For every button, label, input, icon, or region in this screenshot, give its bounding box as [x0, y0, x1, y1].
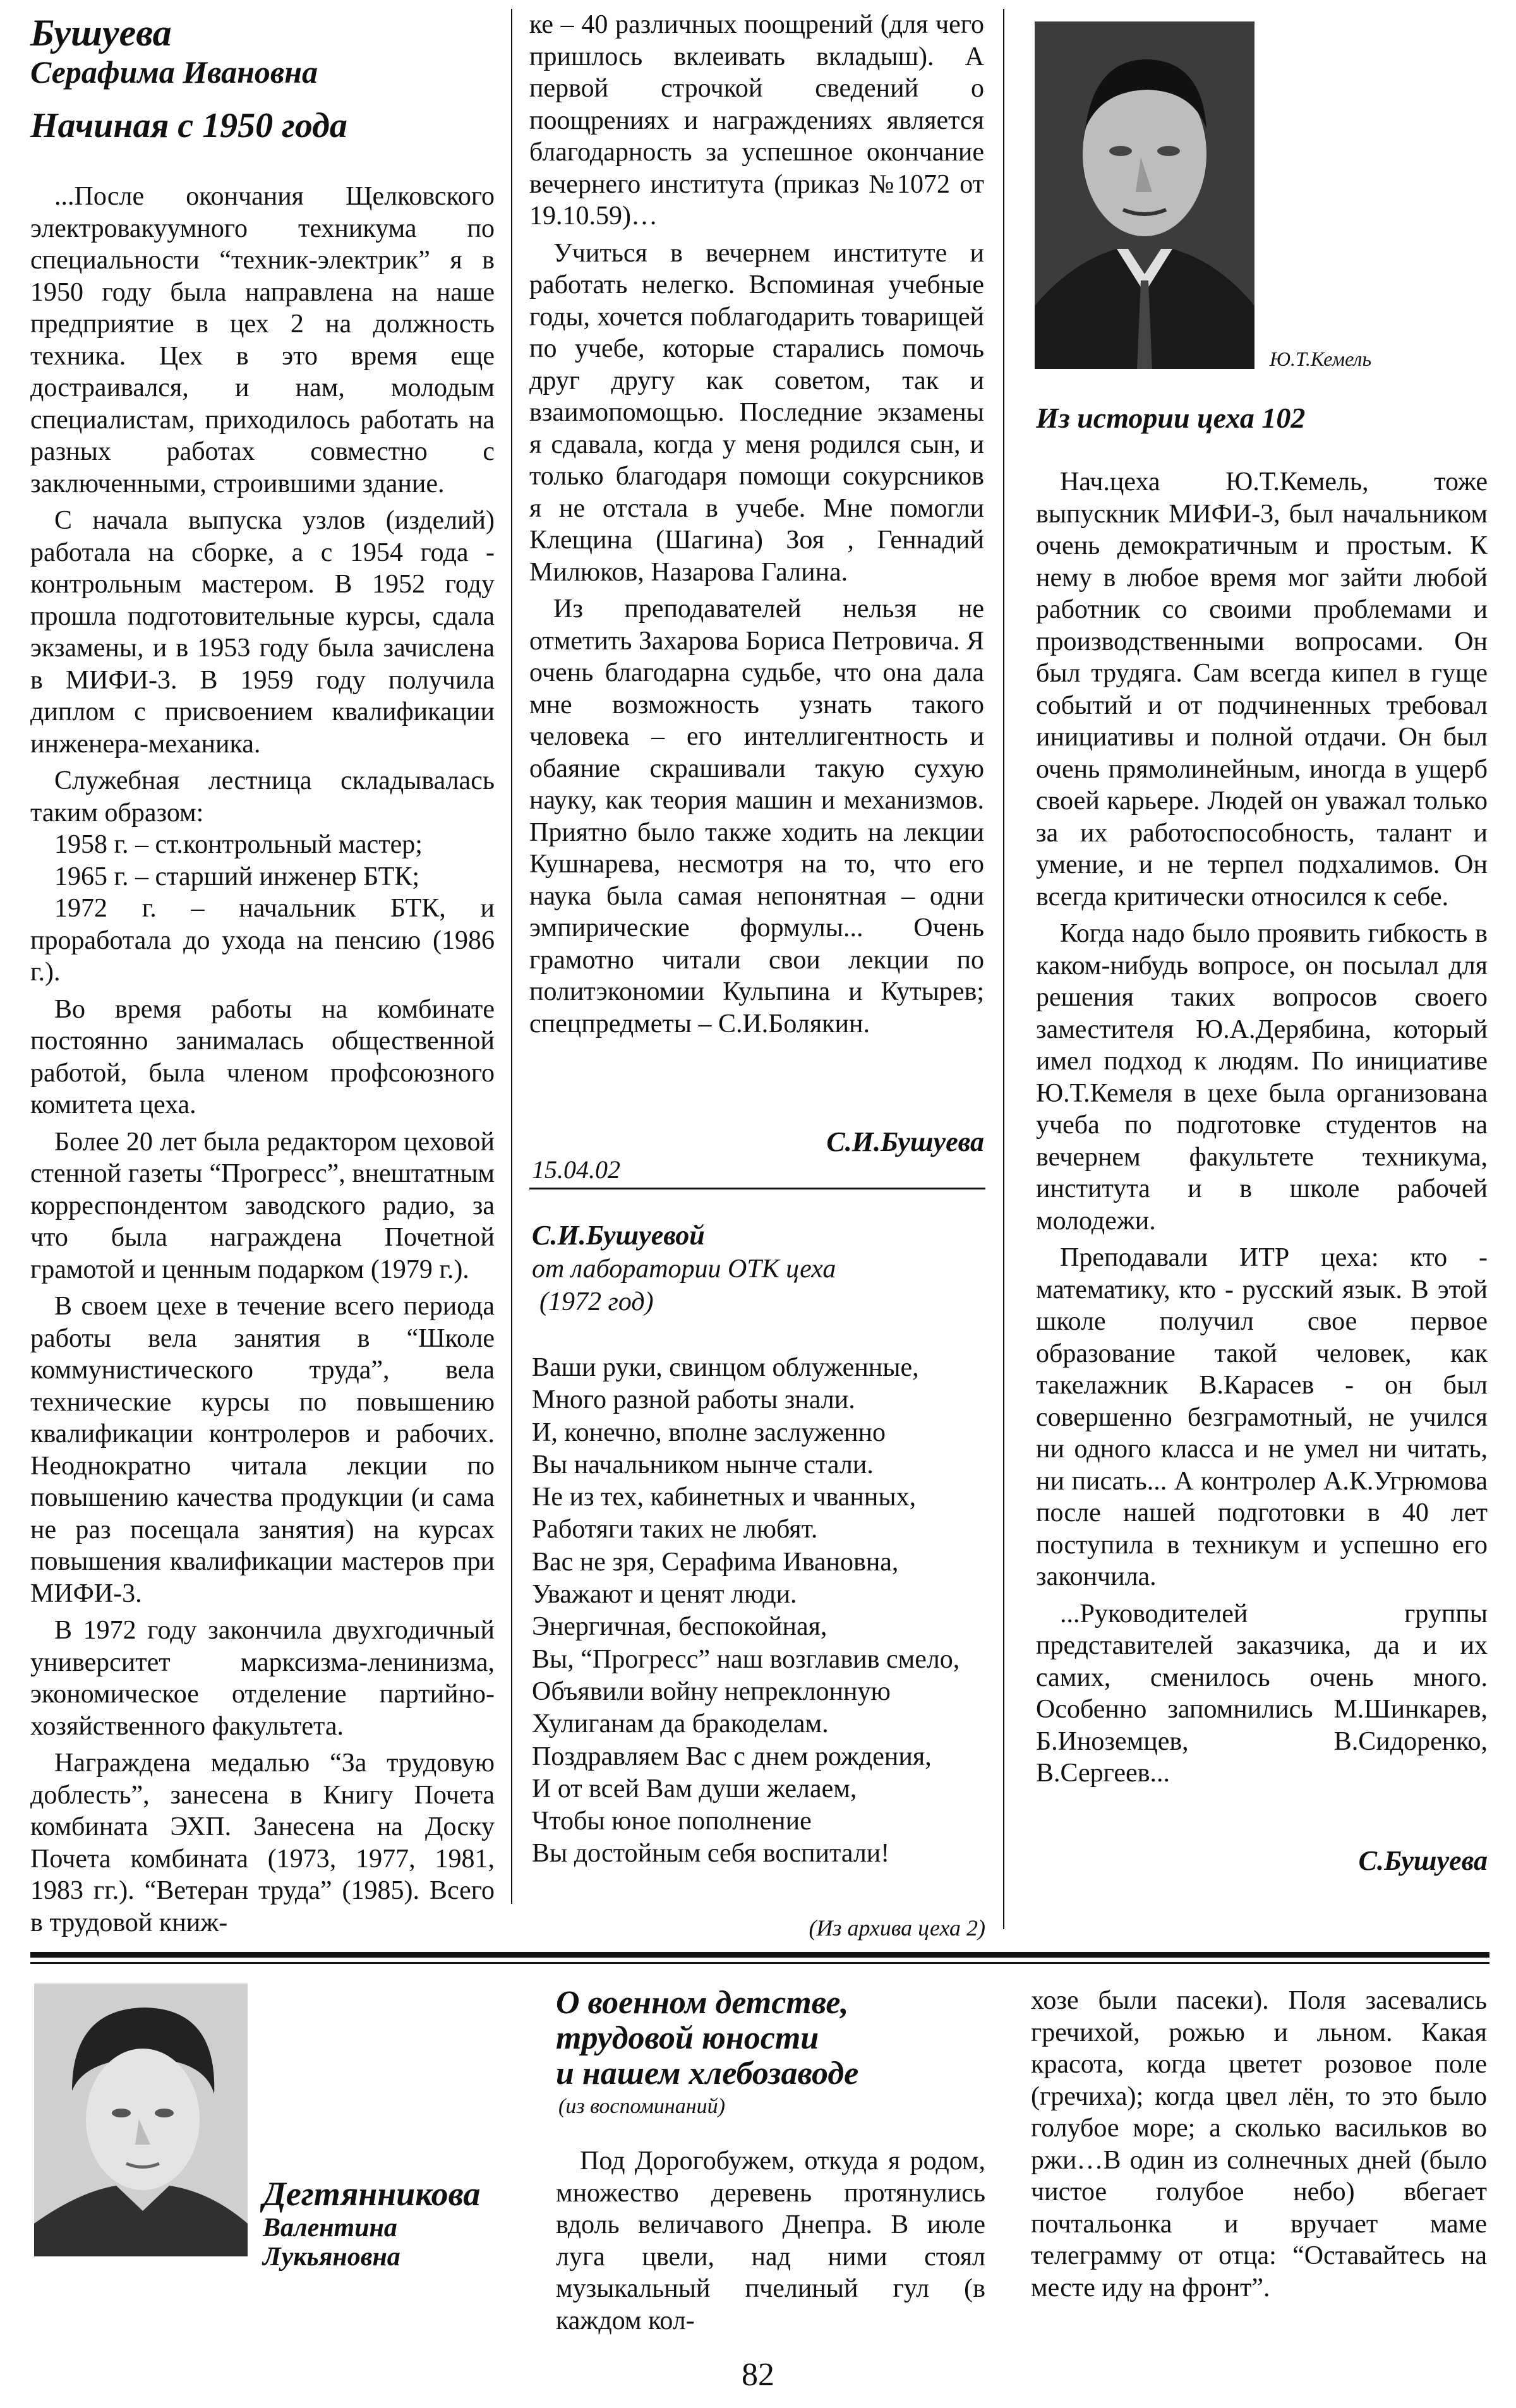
article-title: Начиная с 1950 года — [30, 106, 347, 145]
paragraph: Преподавали ИТР цеха: кто - математику, кто - русский язык. В этой школе получил свое первое образование такой человек, как такелажник В.Карасев - он был совершенно безграмотный, не учился ни одного класса и не умел ни читать, ни писать... А контролер А.К.Угрюмова после нашей подготовки в 40 лет поступила в техникум и успешно его закончила. — [1036, 1243, 1488, 1591]
author-name-surname: Дегтянникова — [263, 2175, 481, 2213]
portrait-woman-image — [34, 1984, 248, 2256]
poem-year: (1972 год) — [539, 1287, 654, 1316]
article3-column-2 — [1031, 1985, 1487, 2309]
poem-line: Поздравляем Вас с днем рождения, — [532, 1742, 932, 1771]
kemel-photo — [1035, 21, 1254, 369]
section-separator-thin — [30, 1962, 1489, 1964]
poem-line: Хулиганам да бракоделам. — [532, 1709, 829, 1739]
article1-column-1 — [30, 181, 495, 1944]
poem-line: Вас не зря, Серафима Ивановна, — [532, 1547, 899, 1577]
paragraph: ке – 40 различных поощрений (для чего пришлось вклеивать вкладыш). А первой строчкой сведений о поощрениях и награждениях является благодарность за успешное окончание вечернего института (приказ №1072 от 19.10.59)… — [529, 10, 984, 231]
poem-line: Объявили войну непреклонную — [532, 1677, 891, 1706]
paragraph: хозе были пасеки). Поля засевались гречихой, рожью и льном. Какая красота, когда цветет розовое поле (гречиха); когда цвел лён, то это было голубое море; а сколько васильков во ржи…В один из солнечных дней (было чистое голубое небо) вбегает почтальонка и вручает маме телеграмму от отца: “Оставайтесь на месте иду на фронт”. — [1031, 1986, 1487, 2303]
paragraph: Когда надо было проявить гибкость в каком-нибудь вопросе, он посылал для решения таких вопросов своего заместителя Ю.А.Дерябина, который имел подход к людям. По инициативе Ю.Т.Кемеля в цехе была организована учеба по подготовке студентов на вечернем факультете техникума, института и в школе рабочей молодежи. — [1036, 919, 1488, 1236]
career-step: 1965 г. – старший инженер БТК; — [54, 862, 420, 891]
paragraph: Из преподавателей нельзя не отметить Захарова Бориса Петровича. Я очень благодарна судьбе, что она дала мне возможность узнать такого человека – его интеллигентность и обаяние скрашивали такую сухую науку, как теория машин и механизмов. Приятно было также ходить на лекции Кушнарева, несмотря на то, что его наука была самая непонятная – одни эмпирические формулы... Очень грамотно читали свои лекции по политэкономии Кульпина и Кутырев; спецпредметы – С.И.Болякин. — [529, 594, 984, 1038]
article1-date: 15.04.02 — [532, 1155, 620, 1184]
article3-title-line-2: трудовой юности — [556, 2020, 819, 2056]
divider — [529, 1188, 985, 1189]
career-step: 1972 г. – начальник БТК, и проработала до ухода на пенсию (1986 г.). — [30, 894, 495, 987]
article1-column-2 — [529, 9, 984, 1045]
paragraph: Служебная лестница складывалась таким образом: — [30, 766, 495, 828]
poem-line: Ваши руки, свинцом облуженные, — [532, 1353, 919, 1382]
paragraph: С начала выпуска узлов (изделий) работала на сборке, а с 1954 года - контрольным мастером. В 1952 году прошла подготовительные курсы, сдала экзамены, и в 1953 году была зачислена в МИФИ-3. В 1959 году получила диплом с присвоением квалификации инженера-механика. — [30, 506, 495, 759]
author-name-given: Валентина — [263, 2213, 397, 2242]
paragraph: В своем цехе в течение всего периода работы вела занятия в “Школе коммунистического труда”, вела технические курсы по повышению квалификации контролеров и рабочих. Неоднократно читала лекции по повышению качества продукции (и сама не раз посещала занятия) на курсах повышения квалификации мастеров при МИФИ-3. — [30, 1292, 495, 1608]
poem-line: Уважают и ценят люди. — [532, 1580, 797, 1610]
article3-column-1 — [556, 2145, 985, 2342]
poem-line: Не из тех, кабинетных и чванных, — [532, 1483, 917, 1512]
paragraph: Более 20 лет была редактором цеховой стенной газеты “Прогресс”, внештатным корреспондентом заводского радио, за что была награждена Почетной грамотой и ценным подарком (1979 г.). — [30, 1127, 495, 1284]
poem-line: Работяги таких не любят. — [532, 1515, 818, 1544]
article2-signature: С.Бушуева — [1358, 1845, 1488, 1876]
poem-line: Вы достойным себя воспитали! — [532, 1839, 890, 1869]
article1-signature: С.И.Бушуева — [826, 1126, 984, 1157]
paragraph: В 1972 году закончила двухгодичный университет марксизма-ленинизма, экономическое отделение партийно-хозяйственного факультета. — [30, 1616, 495, 1741]
author-name-surname: Бушуева — [30, 12, 172, 54]
paragraph: ...Руководителей группы представителей заказчика, да и их самих, сменилось очень много. Особенно запомнились М.Шинкарев, Б.Иноземцев, В.Сидоренко, В.Сергеев... — [1036, 1599, 1488, 1788]
poem-from: от лаборатории ОТК цеха — [532, 1255, 836, 1284]
poem-line: И от всей Вам души желаем, — [532, 1774, 857, 1803]
paragraph: Под Дорогобужем, откуда я родом, множество деревень протянулись вдоль величавого Днепра. В июле луга цвели, над ними стоял музыкальный пчелиный гул (в каждом кол- — [556, 2146, 985, 2335]
poem-line: Чтобы юное пополнение — [532, 1807, 812, 1836]
paragraph: Нач.цеха Ю.Т.Кемель, тоже выпускник МИФИ-3, был начальником очень демократичным и простым. К нему в любое время мог зайти любой работник со своими проблемами и производственными вопросами. Он был трудяга. Сам всегда кипел в гуще событий и от подчиненных требовал инициативы и полной отдачи. Он был очень прямолинейным, иногда в ущерб своей карьере. Людей он уважал только за их работоспособность, талант и умение, и не терпел подхалимов. Он всегда критически относился к себе. — [1036, 467, 1488, 912]
paragraph: Награждена медалью “За трудовую доблесть”, занесена в Книгу Почета комбината ЭХП. Занесена на Доску Почета комбината (1973, 1977, 1981, 1983 гг.). “Ветеран труда” (1985). Всего в трудовой книж- — [30, 1749, 495, 1937]
page-number: 82 — [742, 2357, 774, 2393]
paragraph: Учиться в вечернем институте и работать нелегко. Вспоминая учебные годы, хочется поблагодарить товарищей по учебе, которые старались помочь друг другу как советом, так и взаимопомощью. Последние экзамены я сдавала, когда у меня родился сын, и только благодаря помощи сокурсников я не отстала в учебе. Мне помогли Клещина (Шагина) Зоя , Геннадий Милюков, Назарова Галина. — [529, 238, 984, 587]
poem-line: Вы, “Прогресс” наш возглавив смело, — [532, 1644, 960, 1674]
article3-subtitle: (из воспоминаний) — [558, 2095, 725, 2118]
career-step: 1958 г. – ст.контрольный мастер; — [54, 830, 423, 859]
column-rule — [511, 9, 512, 1904]
poem-line: И, конечно, вполне заслуженно — [532, 1418, 886, 1447]
poem-line: Вы начальником нынче стали. — [532, 1450, 874, 1479]
paragraph: Во время работы на комбинате постоянно занималась общественной работой, была членом профсоюзного комитета цеха. — [30, 994, 495, 1119]
author-name-given: Серафима Ивановна — [30, 54, 318, 90]
degtyannikova-photo — [34, 1984, 248, 2256]
column-rule — [1003, 9, 1004, 1929]
poem-source: (Из архива цеха 2) — [809, 1915, 985, 1941]
poem-line: Энергичная, беспокойная, — [532, 1612, 827, 1642]
author-name-patronymic: Лукьяновна — [263, 2242, 400, 2272]
article3-title-line-1: О военном детстве, — [556, 1985, 849, 2021]
poem-body — [532, 1352, 960, 1870]
poem-line: Много разной работы знали. — [532, 1385, 855, 1415]
article2-column — [1036, 466, 1488, 1795]
article2-title: Из истории цеха 102 — [1036, 402, 1306, 434]
photo-caption: Ю.Т.Кемель — [1270, 347, 1372, 370]
poem-dedication: С.И.Бушуевой — [532, 1220, 705, 1251]
portrait-man-image — [1035, 21, 1254, 369]
article3-title-line-3: и нашем хлебозаводе — [556, 2056, 859, 2092]
paragraph: ...После окончания Щелковского электровакуумного техникума по специальности “техник-электрик” я в 1950 году была направлена на наше предприятие в цех 2 на должность техника. Цех в это время еще достраивался, и нам, молодым специалистам, приходилось работать на разных работах совместно с заключенными, строившими здание. — [30, 182, 495, 498]
section-separator — [30, 1952, 1489, 1958]
